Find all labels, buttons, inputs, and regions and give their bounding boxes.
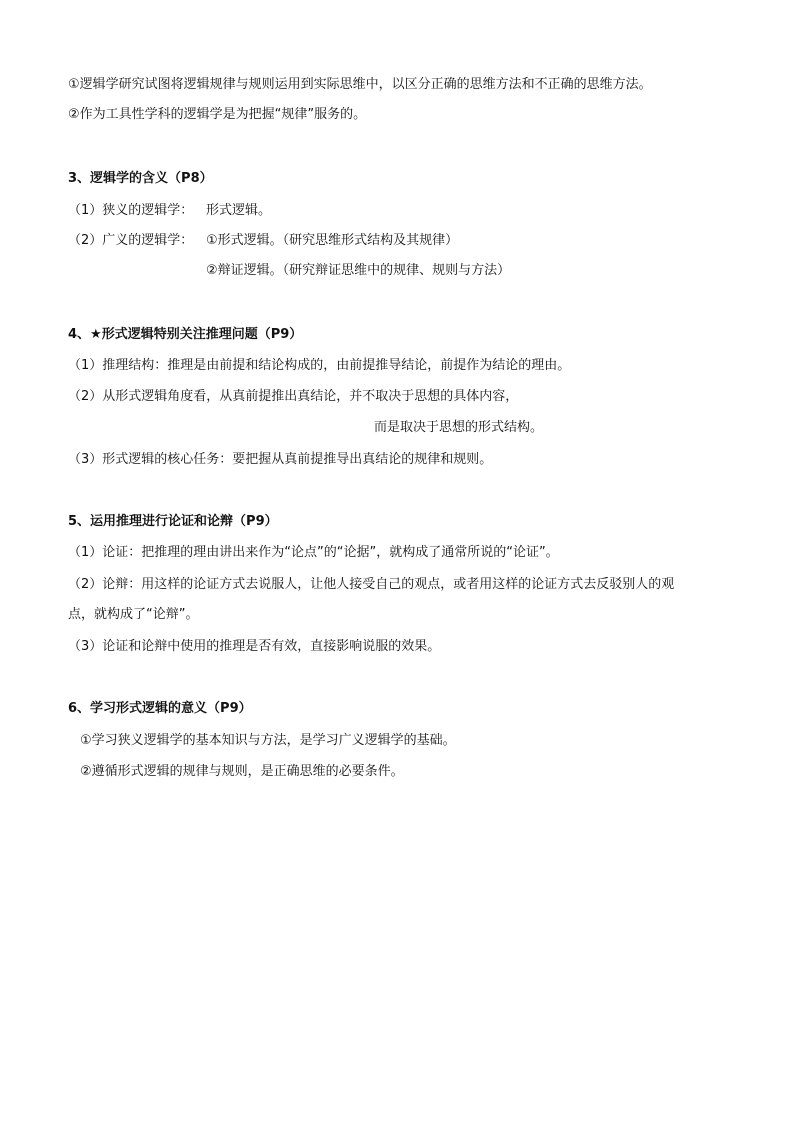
section-5-item-2a: （2）论辩：用这样的论证方式去说服人，让他人接受自己的观点，或者用这样的论证方式去反驳别人的观 (68, 577, 675, 592)
section-3-heading: 3、逻辑学的含义（P8） (68, 171, 213, 186)
section-6-heading: 6、学习形式逻辑的意义（P9） (68, 701, 252, 716)
section-3-broad-value-1: ①形式逻辑。（研究思维形式结构及其规律） (206, 233, 459, 248)
intro-item-1: ①逻辑学研究试图将逻辑规律与规则运用到实际思维中，以区分正确的思维方法和不正确的思维方法。 (68, 77, 652, 92)
section-3-narrow-label: （1）狭义的逻辑学： (68, 203, 194, 218)
section-4-item-2a: （2）从形式逻辑角度看，从真前提推出真结论，并不取决于思想的具体内容， (68, 389, 519, 404)
section-3-narrow-value: 形式逻辑。 (206, 203, 272, 218)
section-4-heading: 4、★形式逻辑特别关注推理问题（P9） (68, 327, 303, 342)
section-6-item-1: ①学习狭义逻辑学的基本知识与方法，是学习广义逻辑学的基础。 (80, 733, 456, 748)
section-5-item-3: （3）论证和论辩中使用的推理是否有效，直接影响说服的效果。 (68, 639, 441, 654)
section-4-item-2b: 而是取决于思想的形式结构。 (374, 420, 544, 435)
section-6-item-2: ②遵循形式逻辑的规律与规则，是正确思维的必要条件。 (80, 764, 404, 779)
section-5-item-2b: 点，就构成了“论辩”。 (68, 607, 199, 622)
section-4-item-3: （3）形式逻辑的核心任务：要把握从真前提推导出真结论的规律和规则。 (68, 452, 493, 467)
section-3-broad-value-2: ②辩证逻辑。（研究辩证思维中的规律、规则与方法） (206, 263, 511, 278)
section-5-heading: 5、运用推理进行论证和论辩（P9） (68, 514, 278, 529)
section-3-broad-label: （2）广义的逻辑学： (68, 233, 194, 248)
intro-item-2: ②作为工具性学科的逻辑学是为把握“规律”服务的。 (68, 107, 367, 122)
section-5-item-1: （1）论证：把推理的理由讲出来作为“论点”的“论据”，就构成了通常所说的“论证”。 (68, 545, 559, 560)
section-4-item-1: （1）推理结构：推理是由前提和结论构成的，由前提推导结论，前提作为结论的理由。 (68, 358, 571, 373)
